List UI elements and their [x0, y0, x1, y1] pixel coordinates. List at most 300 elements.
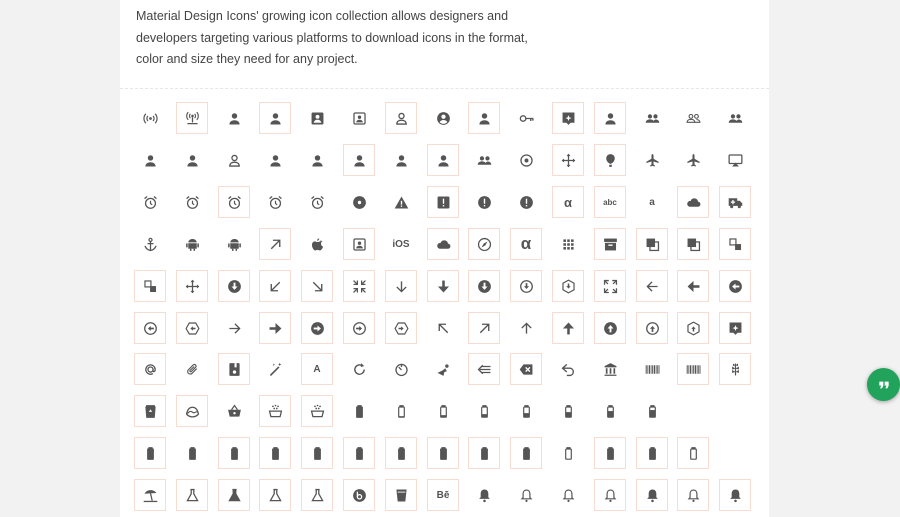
- icon-tile-arrow-top-left[interactable]: [427, 312, 459, 344]
- airplane-icon: [644, 152, 661, 169]
- bell-ring-outline-icon: [685, 487, 702, 504]
- icon-tile-battery-charging-20[interactable]: [176, 437, 208, 469]
- alphabetical-icon: abc: [603, 197, 617, 207]
- icon-tile-arrow-up-bold[interactable]: [552, 312, 584, 344]
- beats-icon: [351, 487, 368, 504]
- alert-icon: [393, 194, 410, 211]
- basket-icon: [226, 403, 243, 420]
- icon-tile-assistant[interactable]: [719, 312, 751, 344]
- icon-tile-arrow-bottom-left[interactable]: [259, 270, 291, 302]
- icon-tile-account-switch[interactable]: [468, 144, 500, 176]
- battery-plus-icon: [602, 445, 619, 462]
- account-outline-icon: [226, 152, 243, 169]
- account-off-icon: [184, 152, 201, 169]
- beaker-icon: [184, 487, 201, 504]
- access-point-icon: [142, 110, 159, 127]
- autorenew-icon: [351, 361, 368, 378]
- beaker-empty-outline-icon: [267, 487, 284, 504]
- icon-tile-arrow-right-bold[interactable]: [259, 312, 291, 344]
- icon-tile-beer[interactable]: [385, 479, 417, 511]
- icon-tile-apple-finder[interactable]: [343, 228, 375, 260]
- icon-tile-battery-minus[interactable]: [468, 437, 500, 469]
- account-network-icon: [142, 152, 159, 169]
- arrange-bring-forward-icon: [644, 236, 661, 253]
- battery-20-icon: [435, 403, 452, 420]
- arrow-bottom-right-icon: [309, 278, 326, 295]
- account-box-outline-icon: [351, 110, 368, 127]
- android-studio-icon: [267, 236, 284, 253]
- backup-restore-icon: [560, 361, 577, 378]
- icon-tile-arrow-expand[interactable]: [594, 270, 626, 302]
- icon-tile-bell-outline[interactable]: [552, 479, 584, 511]
- av-timer-icon: [393, 361, 410, 378]
- arrow-right-bold-hexagon-outline-icon: [393, 320, 410, 337]
- battery-charging-60-icon: [267, 445, 284, 462]
- icon-tile-arrange-send-to-back[interactable]: [134, 270, 166, 302]
- icon-tile-account-key[interactable]: [510, 102, 542, 134]
- account-icon: [226, 110, 243, 127]
- bank-icon: [602, 361, 619, 378]
- arrow-top-right-icon: [476, 320, 493, 337]
- account-multiple-plus-icon: [727, 110, 744, 127]
- icon-tile-alarm-multiple[interactable]: [218, 186, 250, 218]
- icon-tile-alarm-check[interactable]: [176, 186, 208, 218]
- icon-tile-beaker[interactable]: [176, 479, 208, 511]
- barcode-scan-icon: [685, 361, 702, 378]
- barrel-icon: [142, 403, 159, 420]
- content-card: [120, 0, 769, 517]
- icon-tile-arrow-down-bold-circle-outline[interactable]: [510, 270, 542, 302]
- icon-tile-battery-charging-80[interactable]: [301, 437, 333, 469]
- icon-tile-autorenew[interactable]: [343, 353, 375, 385]
- icon-tile-account-minus[interactable]: [594, 102, 626, 134]
- icon-tile-arrow-up-bold-hexagon-outline[interactable]: [677, 312, 709, 344]
- icon-tile-alert-box[interactable]: [427, 186, 459, 218]
- arrow-up-icon: [518, 320, 535, 337]
- bell-off-icon: [518, 487, 535, 504]
- battery-minus-icon: [476, 445, 493, 462]
- icon-tile-airplane[interactable]: [636, 144, 668, 176]
- icon-tile-arrow-down-bold[interactable]: [427, 270, 459, 302]
- battery-unknown-icon: [685, 445, 702, 462]
- alarm-icon: [142, 194, 159, 211]
- apple-safari-icon: [476, 236, 493, 253]
- icon-tile-bell-off[interactable]: [510, 479, 542, 511]
- beaker-outline-icon: [309, 487, 326, 504]
- icon-tile-album[interactable]: [343, 186, 375, 218]
- icon-tile-bank[interactable]: [594, 353, 626, 385]
- icon-tile-battery-unknown[interactable]: [677, 437, 709, 469]
- icon-tile-account-box-outline[interactable]: [343, 102, 375, 134]
- icon-tile-backburger[interactable]: [468, 353, 500, 385]
- icon-tile-apple[interactable]: [301, 228, 333, 260]
- icon-tile-alert-circle[interactable]: [468, 186, 500, 218]
- apple-finder-icon: [351, 236, 368, 253]
- arrow-down-bold-icon: [435, 278, 452, 295]
- account-star-icon: [435, 152, 452, 169]
- icon-tile-battery-charging-90[interactable]: [343, 437, 375, 469]
- account-alert-icon: [267, 110, 284, 127]
- amazon-clouddrive-icon: [685, 194, 702, 211]
- android-icon: [184, 236, 201, 253]
- icon-grid: [134, 102, 764, 517]
- icon-tile-battery-20[interactable]: [427, 395, 459, 427]
- arrow-up-bold-circle-icon: [602, 320, 619, 337]
- icon-tile-account-multiple[interactable]: [636, 102, 668, 134]
- arrow-left-bold-circle-outline-icon: [142, 320, 159, 337]
- alert-circle-icon: [476, 194, 493, 211]
- bell-outline-icon: [560, 487, 577, 504]
- icon-tile-alarm[interactable]: [134, 186, 166, 218]
- icon-tile-battery-70[interactable]: [636, 395, 668, 427]
- account-circle-icon: [435, 110, 452, 127]
- alpha-icon: α: [564, 194, 572, 210]
- account-search-icon: [351, 152, 368, 169]
- quote-fab-button[interactable]: [867, 368, 900, 401]
- alarm-multiple-icon: [226, 194, 243, 211]
- icon-tile-apple-ios[interactable]: [385, 228, 417, 260]
- icon-tile-beach[interactable]: [134, 479, 166, 511]
- icon-tile-adjust[interactable]: [510, 144, 542, 176]
- icon-tile-arrow-up-bold-circle-outline[interactable]: [636, 312, 668, 344]
- arrange-send-backward-icon: [727, 236, 744, 253]
- apple-ios-icon: iOS: [392, 238, 410, 250]
- icon-tile-basket-fill[interactable]: [259, 395, 291, 427]
- arrow-all-icon: [184, 278, 201, 295]
- icon-tile-account-circle[interactable]: [427, 102, 459, 134]
- icon-tile-battery-charging-40[interactable]: [218, 437, 250, 469]
- icon-tile-account-settings[interactable]: [385, 144, 417, 176]
- icon-tile-arrow-right-bold-circle-outline[interactable]: [343, 312, 375, 344]
- arrow-right-icon: [226, 320, 243, 337]
- battery-70-icon: [644, 403, 661, 420]
- airplay-icon: [727, 152, 744, 169]
- icon-tile-amazon[interactable]: [636, 186, 668, 218]
- airballoon-icon: [602, 152, 619, 169]
- icon-tile-battery-alert[interactable]: [134, 437, 166, 469]
- icon-tile-appnet[interactable]: [510, 228, 542, 260]
- icon-tile-arrow-collapse[interactable]: [343, 270, 375, 302]
- icon-tile-arrange-bring-forward[interactable]: [636, 228, 668, 260]
- battery-charging-80-icon: [309, 445, 326, 462]
- icon-tile-account-box[interactable]: [301, 102, 333, 134]
- icon-tile-arrow-left-bold-circle-outline[interactable]: [134, 312, 166, 344]
- icon-tile-arrow-all[interactable]: [176, 270, 208, 302]
- icon-tile-alpha[interactable]: [552, 186, 584, 218]
- arrow-left-icon: [644, 278, 661, 295]
- icon-tile-bell-sleep[interactable]: [719, 479, 751, 511]
- alarm-check-icon: [184, 194, 201, 211]
- backspace-icon: [518, 361, 535, 378]
- arrow-right-bold-circle-icon: [309, 320, 326, 337]
- icon-tile-ambulance[interactable]: [719, 186, 751, 218]
- auto-upload-icon: A: [313, 363, 321, 375]
- account-location-icon: [560, 110, 577, 127]
- icon-tile-alphabetical[interactable]: [594, 186, 626, 218]
- arrow-collapse-icon: [351, 278, 368, 295]
- arrow-bottom-left-icon: [267, 278, 284, 295]
- icon-tile-av-timer[interactable]: [385, 353, 417, 385]
- icon-tile-account[interactable]: [218, 102, 250, 134]
- at-icon: [142, 361, 159, 378]
- alert-box-icon: [435, 194, 452, 211]
- icon-tile-barcode-scan[interactable]: [677, 353, 709, 385]
- arrange-send-to-back-icon: [142, 278, 159, 295]
- icon-tile-arrow-left[interactable]: [636, 270, 668, 302]
- icon-tile-account-convert[interactable]: [468, 102, 500, 134]
- battery-charging-40-icon: [226, 445, 243, 462]
- adjust-icon: [518, 152, 535, 169]
- icon-tile-battery-30[interactable]: [468, 395, 500, 427]
- beach-icon: [142, 487, 159, 504]
- icon-tile-attachment[interactable]: [176, 353, 208, 385]
- icon-tile-apple-mobileme[interactable]: [427, 228, 459, 260]
- barcode-icon: [644, 361, 661, 378]
- icon-tile-beaker-filled[interactable]: [218, 479, 250, 511]
- icon-tile-android-studio[interactable]: [259, 228, 291, 260]
- icon-tile-backup-restore[interactable]: [552, 353, 584, 385]
- icon-tile-arrow-bottom-right[interactable]: [301, 270, 333, 302]
- icon-tile-account-search[interactable]: [343, 144, 375, 176]
- icon-tile-arrow-left-bold[interactable]: [677, 270, 709, 302]
- account-switch-icon: [476, 152, 493, 169]
- icon-tile-audiobook[interactable]: [218, 353, 250, 385]
- icon-tile-battery-10[interactable]: [385, 395, 417, 427]
- account-multiple-icon: [644, 110, 661, 127]
- icon-tile-basket-unfill[interactable]: [301, 395, 333, 427]
- battery-outline-icon: [560, 445, 577, 462]
- attachment-icon: [184, 361, 201, 378]
- arrow-down-icon: [393, 278, 410, 295]
- icon-tile-arrow-left-bold-circle[interactable]: [719, 270, 751, 302]
- icon-tile-at[interactable]: [134, 353, 166, 385]
- icon-tile-battery-plus[interactable]: [594, 437, 626, 469]
- arrow-up-bold-icon: [560, 320, 577, 337]
- icon-tile-android[interactable]: [176, 228, 208, 260]
- icon-tile-arrow-left-bold-hexagon-outline[interactable]: [176, 312, 208, 344]
- assistant-icon: [727, 320, 744, 337]
- icon-tile-barrel[interactable]: [134, 395, 166, 427]
- behance-icon: Bē: [436, 489, 450, 501]
- battery-30-icon: [476, 403, 493, 420]
- arrow-left-bold-hexagon-outline-icon: [184, 320, 201, 337]
- anchor-icon: [142, 236, 159, 253]
- account-convert-icon: [476, 110, 493, 127]
- icon-tile-account-alert[interactable]: [259, 102, 291, 134]
- icon-tile-arrow-right[interactable]: [218, 312, 250, 344]
- icon-tile-battery-charging-100[interactable]: [385, 437, 417, 469]
- backburger-icon: [476, 361, 493, 378]
- icon-tile-battery-60[interactable]: [594, 395, 626, 427]
- airplane-off-icon: [685, 152, 702, 169]
- icon-tile-barley[interactable]: [719, 353, 751, 385]
- apple-mobileme-icon: [435, 236, 452, 253]
- icon-tile-basecamp[interactable]: [176, 395, 208, 427]
- icon-tile-beaker-outline[interactable]: [301, 479, 333, 511]
- battery-10-icon: [393, 403, 410, 420]
- icon-tile-bell[interactable]: [468, 479, 500, 511]
- icon-tile-account-network[interactable]: [134, 144, 166, 176]
- account-settings-icon: [393, 152, 410, 169]
- battery-charging-20-icon: [184, 445, 201, 462]
- beer-icon: [393, 487, 410, 504]
- icon-tile-arrow-up[interactable]: [510, 312, 542, 344]
- icon-tile-auto-upload[interactable]: [301, 353, 333, 385]
- icon-tile-battery-negative[interactable]: [510, 437, 542, 469]
- arrow-down-bold-circle-icon: [476, 278, 493, 295]
- account-check-icon: [393, 110, 410, 127]
- icon-tile-account-multiple-plus[interactable]: [719, 102, 751, 134]
- icon-tile-access-point[interactable]: [134, 102, 166, 134]
- icon-tile-alert[interactable]: [385, 186, 417, 218]
- icon-tile-arrow-bottom-drop-circle[interactable]: [218, 270, 250, 302]
- apple-icon: [309, 236, 326, 253]
- icon-tile-apps[interactable]: [552, 228, 584, 260]
- battery-icon: [351, 403, 368, 420]
- icon-tile-account-multiple-outline[interactable]: [677, 102, 709, 134]
- alarm-off-icon: [267, 194, 284, 211]
- arrow-up-bold-hexagon-outline-icon: [685, 320, 702, 337]
- amazon-icon: a: [649, 196, 655, 208]
- account-multiple-outline-icon: [685, 110, 702, 127]
- battery-charging-120-icon: [435, 445, 452, 462]
- icon-tile-account-remove[interactable]: [301, 144, 333, 176]
- icon-tile-amazon-clouddrive[interactable]: [677, 186, 709, 218]
- air-conditioner-icon: [560, 152, 577, 169]
- battery-60-icon: [602, 403, 619, 420]
- icon-tile-airplane-off[interactable]: [677, 144, 709, 176]
- format-quote-icon: [876, 377, 892, 393]
- icon-tile-bell-ring[interactable]: [636, 479, 668, 511]
- ambulance-icon: [727, 194, 744, 211]
- icon-tile-arrow-down-bold-hexagon-outline[interactable]: [552, 270, 584, 302]
- arrow-right-bold-circle-outline-icon: [351, 320, 368, 337]
- icon-tile-air-conditioner[interactable]: [552, 144, 584, 176]
- icon-tile-account-location[interactable]: [552, 102, 584, 134]
- alarm-plus-icon: [309, 194, 326, 211]
- icon-tile-baby[interactable]: [427, 353, 459, 385]
- icon-tile-alert-octagon[interactable]: [510, 186, 542, 218]
- icon-tile-account-off[interactable]: [176, 144, 208, 176]
- arrow-expand-icon: [602, 278, 619, 295]
- icon-tile-bell-plus[interactable]: [594, 479, 626, 511]
- access-point-network-icon: [184, 110, 201, 127]
- icon-tile-battery-50[interactable]: [552, 395, 584, 427]
- icon-tile-battery[interactable]: [343, 395, 375, 427]
- battery-negative-icon: [518, 445, 535, 462]
- icon-tile-apple-safari[interactable]: [468, 228, 500, 260]
- bell-sleep-icon: [727, 487, 744, 504]
- battery-charging-90-icon: [351, 445, 368, 462]
- battery-alert-icon: [142, 445, 159, 462]
- bell-icon: [476, 487, 493, 504]
- auto-fix-icon: [267, 361, 284, 378]
- audiobook-icon: [226, 361, 243, 378]
- android-debug-bridge-icon: [226, 236, 243, 253]
- icon-tile-bell-ring-outline[interactable]: [677, 479, 709, 511]
- battery-positive-icon: [644, 445, 661, 462]
- icon-tile-archive[interactable]: [594, 228, 626, 260]
- archive-icon: [602, 236, 619, 253]
- icon-tile-alarm-plus[interactable]: [301, 186, 333, 218]
- arrow-left-bold-circle-icon: [727, 278, 744, 295]
- basecamp-icon: [184, 403, 201, 420]
- icon-tile-arrow-down[interactable]: [385, 270, 417, 302]
- battery-40-icon: [518, 403, 535, 420]
- icon-tile-battery-positive[interactable]: [636, 437, 668, 469]
- icon-tile-account-check[interactable]: [385, 102, 417, 134]
- basket-unfill-icon: [309, 403, 326, 420]
- arrow-right-bold-icon: [267, 320, 284, 337]
- album-icon: [351, 194, 368, 211]
- icon-tile-account-outline[interactable]: [218, 144, 250, 176]
- basket-fill-icon: [267, 403, 284, 420]
- icon-tile-arrange-send-backward[interactable]: [719, 228, 751, 260]
- icon-tile-arrow-down-bold-circle[interactable]: [468, 270, 500, 302]
- icon-tile-arrow-right-bold-hexagon-outline[interactable]: [385, 312, 417, 344]
- icon-tile-basket[interactable]: [218, 395, 250, 427]
- bell-ring-icon: [644, 487, 661, 504]
- account-box-icon: [309, 110, 326, 127]
- icon-tile-barcode[interactable]: [636, 353, 668, 385]
- icon-tile-battery-outline[interactable]: [552, 437, 584, 469]
- battery-50-icon: [560, 403, 577, 420]
- icon-tile-battery-40[interactable]: [510, 395, 542, 427]
- icon-tile-battery-charging-60[interactable]: [259, 437, 291, 469]
- icon-tile-backspace[interactable]: [510, 353, 542, 385]
- icon-tile-airplay[interactable]: [719, 144, 751, 176]
- icon-tile-alarm-off[interactable]: [259, 186, 291, 218]
- icon-tile-account-plus[interactable]: [259, 144, 291, 176]
- icon-tile-anchor[interactable]: [134, 228, 166, 260]
- icon-tile-beaker-empty-outline[interactable]: [259, 479, 291, 511]
- icon-tile-arrow-top-right[interactable]: [468, 312, 500, 344]
- account-key-icon: [518, 110, 535, 127]
- alert-octagon-icon: [518, 194, 535, 211]
- arrow-up-bold-circle-outline-icon: [644, 320, 661, 337]
- bell-plus-icon: [602, 487, 619, 504]
- icon-tile-account-star[interactable]: [427, 144, 459, 176]
- collection-description: Material Design Icons' growing icon collection allows designers and developers targeting various platforms to download icons in the format, color and size they need for any project.: [136, 9, 528, 66]
- icon-tile-auto-fix[interactable]: [259, 353, 291, 385]
- icon-tile-arrange-bring-to-front[interactable]: [677, 228, 709, 260]
- arrow-down-bold-circle-outline-icon: [518, 278, 535, 295]
- baby-icon: [435, 361, 452, 378]
- account-plus-icon: [267, 152, 284, 169]
- battery-charging-100-icon: [393, 445, 410, 462]
- icon-tile-airballoon[interactable]: [594, 144, 626, 176]
- icon-tile-battery-charging-120[interactable]: [427, 437, 459, 469]
- arrow-top-left-icon: [435, 320, 452, 337]
- barley-icon: [727, 361, 744, 378]
- icon-tile-arrow-right-bold-circle[interactable]: [301, 312, 333, 344]
- arrow-bottom-drop-circle-icon: [226, 278, 243, 295]
- icon-tile-behance[interactable]: [427, 479, 459, 511]
- icon-tile-access-point-network[interactable]: [176, 102, 208, 134]
- arrow-left-bold-icon: [685, 278, 702, 295]
- beaker-filled-icon: [226, 487, 243, 504]
- icon-tile-arrow-up-bold-circle[interactable]: [594, 312, 626, 344]
- arrange-bring-to-front-icon: [685, 236, 702, 253]
- icon-tile-android-debug-bridge[interactable]: [218, 228, 250, 260]
- arrow-down-bold-hexagon-outline-icon: [560, 278, 577, 295]
- apps-icon: [560, 236, 577, 253]
- icon-tile-beats[interactable]: [343, 479, 375, 511]
- account-remove-icon: [309, 152, 326, 169]
- appnet-icon: α: [520, 234, 532, 253]
- account-minus-icon: [602, 110, 619, 127]
- divider: [120, 88, 769, 89]
